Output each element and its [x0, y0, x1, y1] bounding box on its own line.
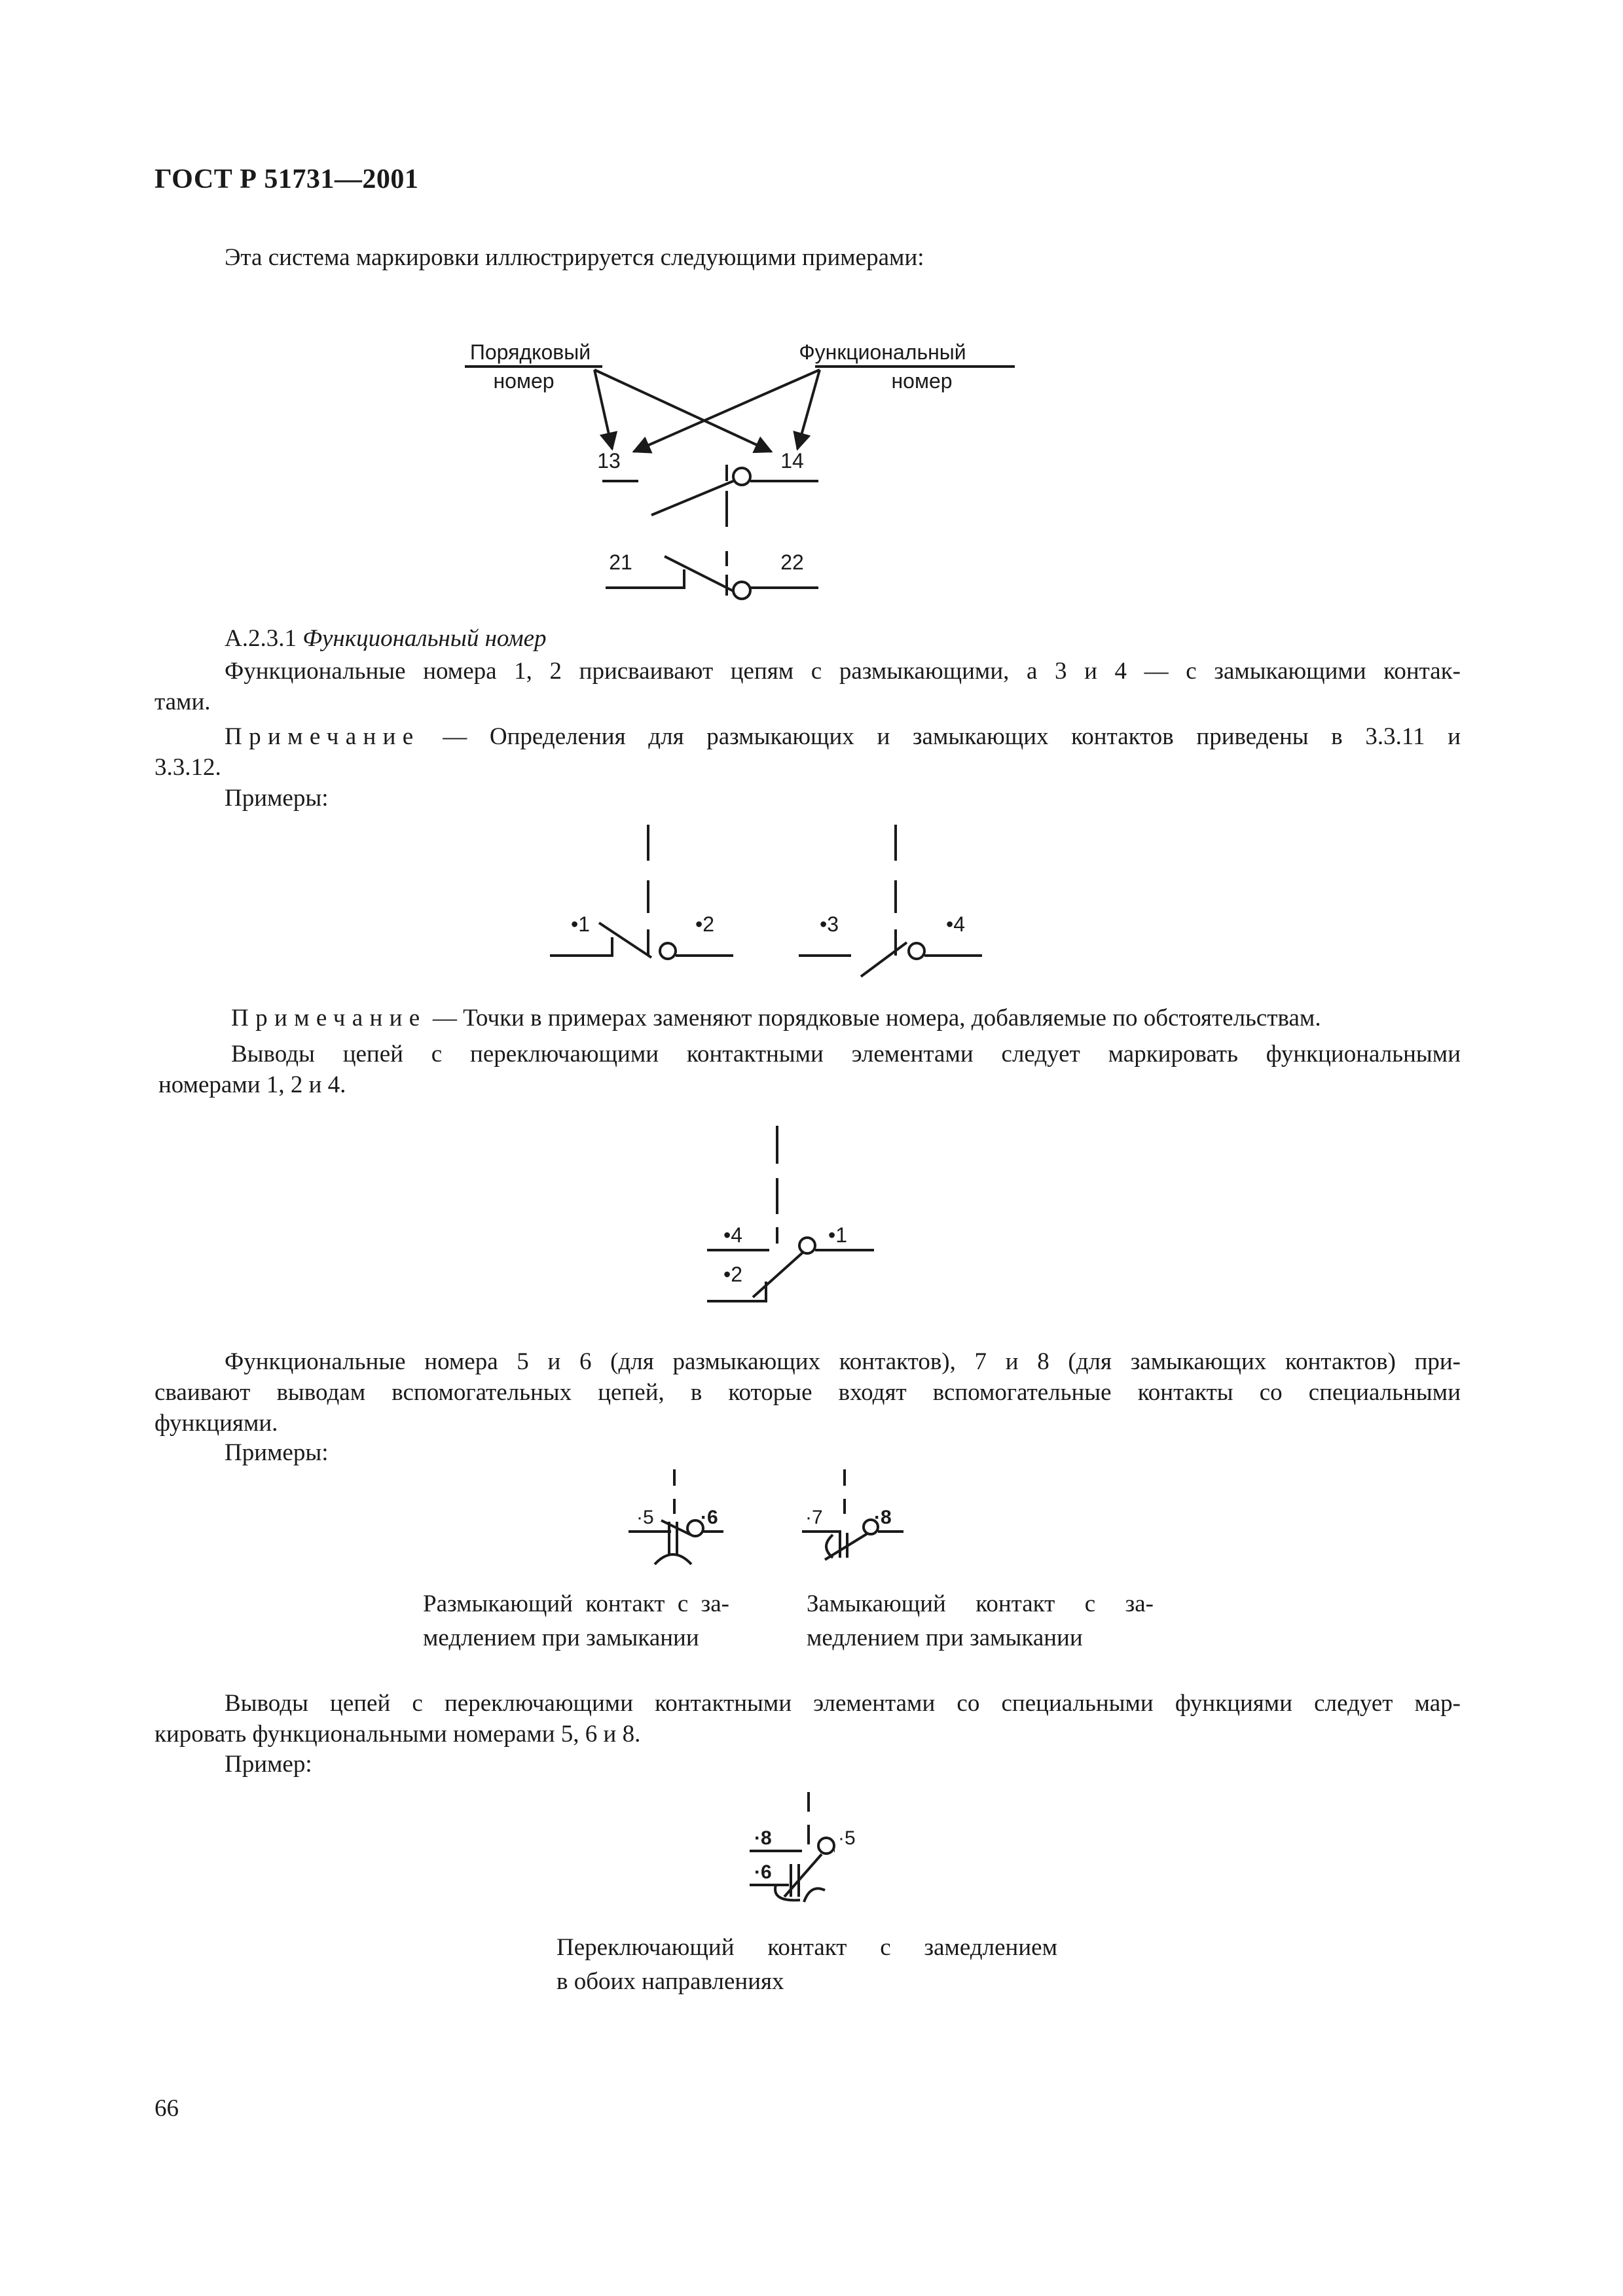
fig4-label-5: ·5 — [636, 1507, 654, 1528]
para3-line3: функциями. — [155, 1410, 278, 1437]
para4-line2: кировать функциональными номерами 5, 6 и 8. — [155, 1721, 641, 1748]
figure-nc-no-contacts — [550, 825, 995, 975]
fig3-label-2: •2 — [723, 1263, 742, 1286]
page-number: 66 — [155, 2095, 179, 2122]
figure-changeover-contact — [701, 1126, 884, 1316]
fig2-label-3: •3 — [820, 912, 839, 936]
note2-label: Примечание — [231, 1005, 427, 1031]
fig4-label-8: ·8 — [874, 1507, 892, 1528]
caption-changeover — [556, 1931, 1057, 1999]
fig5-label-6: ·6 — [754, 1861, 772, 1883]
caption-b-line2: медлением при замыкании — [807, 1624, 1083, 1651]
para4-line1: Выводы цепей с переключающими контактными элементами со специальными функциями следует мар- — [225, 1690, 1461, 1717]
fig3-label-4: •4 — [723, 1223, 742, 1247]
caption-nc-delayed — [423, 1587, 729, 1655]
terminal-22: 22 — [780, 550, 804, 574]
examples-label-1: Примеры: — [225, 785, 329, 812]
para2-line2: номерами 1, 2 и 4. — [158, 1071, 346, 1098]
caption-b-line1: Замыкающий контакт с за- — [807, 1590, 1154, 1617]
intro-text: Эта система маркировки иллюстрируется следующими примерами: — [225, 244, 924, 271]
example-label-3: Пример: — [225, 1751, 312, 1778]
para3-line2: сваивают выводам вспомогательных цепей, в которые входят вспомогательные контакты со специальными — [155, 1379, 1461, 1406]
fig2-label-2: •2 — [695, 912, 714, 936]
figure-delayed-contacts — [615, 1469, 917, 1574]
fig5-label-8: ·8 — [754, 1827, 772, 1849]
document-header: ГОСТ Р 51731—2001 — [155, 164, 419, 194]
caption-c-line1: Переключающий контакт с замедлением — [556, 1934, 1057, 1961]
section-title: Функциональный номер — [302, 625, 547, 652]
note1-line1 — [225, 719, 1461, 755]
caption-c-line2: в обоих направлениях — [556, 1968, 784, 1995]
label-ordinal-2: номер — [493, 369, 555, 393]
caption-no-delayed — [807, 1587, 1154, 1655]
note1-line2: 3.3.12. — [155, 754, 221, 781]
fig3-label-1: •1 — [828, 1223, 847, 1247]
section-heading — [225, 620, 547, 657]
fig5-label-5: ·5 — [838, 1827, 856, 1849]
label-functional-2: номер — [891, 369, 953, 393]
fig2-label-4: •4 — [946, 912, 965, 936]
label-ordinal-1: Порядковый — [469, 340, 591, 364]
terminal-14: 14 — [780, 449, 804, 473]
caption-a-line1: Размыкающий контакт с за- — [423, 1590, 729, 1617]
label-functional-1: Функциональный — [799, 340, 966, 364]
note2 — [231, 1000, 1321, 1037]
para1-line2: тами. — [155, 689, 211, 715]
caption-a-line2: медлением при замыкании — [423, 1624, 699, 1651]
fig4-label-6: ·6 — [701, 1507, 718, 1528]
fig4-label-7: ·7 — [805, 1507, 823, 1528]
para3-line1: Функциональные номера 5 и 6 (для размыкающих контактов), 7 и 8 (для замыкающих контактов) при- — [225, 1348, 1461, 1375]
terminal-21: 21 — [609, 550, 632, 574]
para1-line1: Функциональные номера 1, 2 присваивают цепям с размыкающими, а 3 и 4 — с замыкающими контак- — [225, 658, 1461, 685]
note1-text: — Определения для размыкающих и замыкающих контактов приведены в 3.3.11 и — [420, 723, 1461, 750]
figure-contact-numbering — [452, 334, 1015, 609]
note1-label: Примечание — [225, 723, 420, 750]
terminal-13: 13 — [597, 449, 621, 473]
note2-text: — Точки в примерах заменяют порядковые номера, добавляемые по обстоятельствам. — [426, 1005, 1321, 1031]
fig2-label-1: •1 — [571, 912, 590, 936]
figure-changeover-delayed — [746, 1792, 903, 1907]
para2-line1: Выводы цепей с переключающими контактными элементами следует маркировать функциональными — [231, 1041, 1461, 1067]
examples-label-2: Примеры: — [225, 1439, 329, 1466]
section-number: А.2.3.1 — [225, 625, 297, 652]
